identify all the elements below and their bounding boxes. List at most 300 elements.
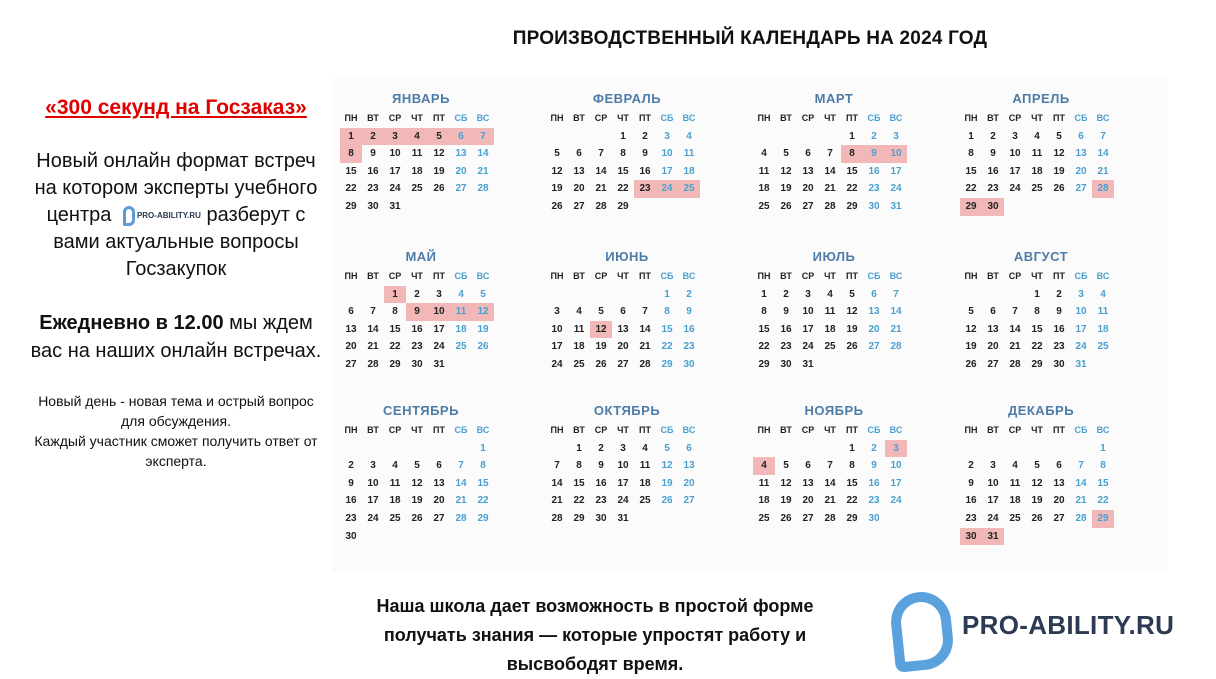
day-cell: 19 — [433, 165, 445, 177]
day-cell: 9 — [1056, 306, 1062, 318]
day-cell: 3 — [620, 442, 626, 454]
empty-cell — [775, 440, 797, 458]
day-cell: 13 — [1053, 477, 1065, 489]
day-cell: 4 — [753, 457, 775, 475]
day-cell: 20 — [345, 341, 357, 353]
weekday-header: ПТ — [1053, 113, 1065, 123]
month-4 — [956, 88, 1126, 216]
day-cell: 9 — [406, 303, 428, 321]
day-cell: 16 — [868, 477, 880, 489]
day-cell: 9 — [348, 477, 354, 489]
day-cell: 21 — [1075, 495, 1087, 507]
day-cell: 28 — [1009, 358, 1021, 370]
day-cell: 30 — [595, 512, 607, 524]
weekday-header: ПН — [550, 113, 564, 123]
weekday-header: ПН — [344, 271, 358, 281]
day-cell: 27 — [1075, 183, 1087, 195]
day-cell: 24 — [656, 180, 678, 198]
day-cell: 5 — [1056, 130, 1062, 142]
day-cell: 24 — [987, 512, 999, 524]
day-cell: 19 — [661, 477, 673, 489]
day-cell: 27 — [987, 358, 999, 370]
day-cell: 1 — [620, 130, 626, 142]
day-cell: 31 — [982, 528, 1004, 546]
month-grid — [340, 110, 506, 216]
day-cell: 23 — [595, 495, 607, 507]
day-cell: 21 — [367, 341, 379, 353]
weekday-header: ВТ — [367, 425, 379, 435]
month-7 — [749, 246, 919, 374]
weekday-header: ВС — [889, 113, 903, 123]
month-name: НОЯБРЬ — [804, 403, 864, 418]
empty-cell — [568, 128, 590, 146]
day-cell: 5 — [598, 306, 604, 318]
weekday-header: СБ — [1074, 271, 1088, 281]
day-cell: 5 — [428, 128, 450, 146]
day-cell: 15 — [573, 477, 585, 489]
day-cell: 25 — [573, 358, 585, 370]
day-cell: 15 — [1031, 323, 1043, 335]
day-cell: 26 — [551, 200, 563, 212]
day-cell: 6 — [686, 442, 692, 454]
day-cell: 2 — [871, 442, 877, 454]
weekday-header: ЧТ — [617, 425, 629, 435]
pro-ability-logo — [888, 588, 1198, 672]
day-cell: 14 — [477, 148, 489, 160]
day-cell: 10 — [802, 306, 814, 318]
day-cell: 8 — [664, 306, 670, 318]
weekday-header: ПТ — [639, 113, 651, 123]
day-cell: 30 — [780, 358, 792, 370]
day-cell: 1 — [1100, 442, 1106, 454]
day-cell: 15 — [617, 165, 629, 177]
day-cell: 8 — [480, 460, 486, 472]
day-cell: 10 — [551, 323, 563, 335]
empty-cell — [753, 128, 775, 146]
day-cell: 16 — [345, 495, 357, 507]
month-name: АВГУСТ — [1013, 249, 1069, 264]
empty-cell — [546, 440, 568, 458]
day-cell: 8 — [576, 460, 582, 472]
day-cell: 19 — [595, 341, 607, 353]
month-name: ФЕВРАЛЬ — [592, 91, 662, 106]
day-cell: 27 — [683, 495, 695, 507]
day-cell: 13 — [455, 148, 467, 160]
pro-ability-logo-small — [123, 202, 201, 229]
day-cell: 24 — [890, 183, 902, 195]
day-cell: 31 — [890, 200, 902, 212]
day-cell: 13 — [683, 460, 695, 472]
day-cell: 10 — [987, 477, 999, 489]
day-cell: 14 — [1075, 477, 1087, 489]
day-cell: 16 — [595, 477, 607, 489]
empty-cell — [1004, 440, 1026, 458]
day-cell: 31 — [617, 512, 629, 524]
weekday-header: СБ — [1074, 425, 1088, 435]
day-cell: 30 — [345, 530, 357, 542]
weekday-header: ВС — [682, 425, 696, 435]
day-cell: 3 — [1078, 288, 1084, 300]
weekday-header: СР — [388, 425, 402, 435]
day-cell: 30 — [367, 200, 379, 212]
month-name: ЯНВАРЬ — [392, 91, 450, 106]
day-cell: 27 — [573, 200, 585, 212]
day-cell: 5 — [414, 460, 420, 472]
day-cell: 11 — [389, 477, 401, 489]
day-cell: 19 — [965, 341, 977, 353]
day-cell: 14 — [639, 323, 651, 335]
slogan-line-3: высвободят время. — [506, 654, 684, 674]
weekday-header: ВС — [476, 425, 490, 435]
weekday-header: ПТ — [846, 425, 858, 435]
day-cell: 17 — [661, 165, 673, 177]
weekday-header: ВС — [476, 271, 490, 281]
day-cell: 2 — [362, 128, 384, 146]
day-cell: 26 — [411, 512, 423, 524]
day-cell: 17 — [802, 323, 814, 335]
month-3 — [749, 88, 919, 216]
weekday-header: ВТ — [780, 425, 792, 435]
day-cell: 21 — [890, 323, 902, 335]
day-cell: 26 — [595, 358, 607, 370]
day-cell: 29 — [960, 198, 982, 216]
day-cell: 7 — [370, 306, 376, 318]
empty-cell — [634, 286, 656, 304]
day-cell: 16 — [639, 165, 651, 177]
month-5 — [336, 246, 506, 374]
day-cell: 19 — [477, 323, 489, 335]
weekday-header: ВТ — [573, 113, 585, 123]
day-cell: 28 — [551, 512, 563, 524]
day-cell: 29 — [573, 512, 585, 524]
month-grid — [546, 110, 712, 216]
day-cell: 3 — [664, 130, 670, 142]
day-cell: 17 — [1075, 323, 1087, 335]
day-cell: 24 — [389, 183, 401, 195]
month-grid — [753, 268, 919, 374]
weekday-header: ПН — [757, 425, 771, 435]
weekday-header: ВТ — [780, 271, 792, 281]
day-cell: 9 — [783, 306, 789, 318]
weekday-header: ЧТ — [411, 425, 423, 435]
day-cell: 11 — [824, 306, 836, 318]
day-cell: 16 — [868, 165, 880, 177]
day-cell: 9 — [642, 148, 648, 160]
day-cell: 7 — [472, 128, 494, 146]
weekday-header: СР — [801, 425, 815, 435]
day-cell: 7 — [458, 460, 464, 472]
empty-cell — [982, 440, 1004, 458]
day-cell: 14 — [595, 165, 607, 177]
day-cell: 8 — [392, 306, 398, 318]
day-cell: 13 — [617, 323, 629, 335]
day-cell: 3 — [893, 130, 899, 142]
day-cell: 28 — [824, 512, 836, 524]
empty-cell — [362, 440, 384, 458]
day-cell: 29 — [1092, 510, 1114, 528]
day-cell: 13 — [802, 165, 814, 177]
day-cell: 29 — [345, 200, 357, 212]
day-cell: 23 — [411, 341, 423, 353]
empty-cell — [819, 128, 841, 146]
day-cell: 26 — [780, 200, 792, 212]
day-cell: 24 — [890, 495, 902, 507]
day-cell: 22 — [1031, 341, 1043, 353]
weekday-header: СБ — [454, 425, 468, 435]
day-cell: 4 — [1012, 460, 1018, 472]
day-cell: 26 — [477, 341, 489, 353]
note-line-2: Каждый участник сможет получить ответ от эксперта. — [34, 433, 318, 470]
weekday-header: СБ — [867, 271, 881, 281]
weekday-header: ЧТ — [1031, 113, 1043, 123]
weekday-header: СР — [1008, 271, 1022, 281]
day-cell: 30 — [982, 198, 1004, 216]
empty-cell — [340, 440, 362, 458]
production-calendar — [332, 78, 1168, 572]
weekday-header: ЧТ — [617, 271, 629, 281]
day-cell: 21 — [477, 165, 489, 177]
empty-cell — [960, 440, 982, 458]
day-cell: 2 — [642, 130, 648, 142]
month-grid — [340, 268, 506, 374]
day-cell: 23 — [868, 183, 880, 195]
day-cell: 17 — [367, 495, 379, 507]
month-name: ДЕКАБРЬ — [1007, 403, 1075, 418]
day-cell: 26 — [661, 495, 673, 507]
day-cell: 15 — [758, 323, 770, 335]
weekday-header: ПН — [757, 271, 771, 281]
day-cell: 27 — [455, 183, 467, 195]
empty-cell — [546, 286, 568, 304]
month-1 — [336, 88, 506, 216]
month-12 — [956, 400, 1126, 545]
day-cell: 17 — [890, 477, 902, 489]
day-cell: 26 — [965, 358, 977, 370]
weekday-header: СР — [594, 113, 608, 123]
month-name: АПРЕЛЬ — [1012, 91, 1070, 106]
promo-description — [26, 148, 326, 283]
day-cell: 1 — [664, 288, 670, 300]
day-cell: 17 — [551, 341, 563, 353]
day-cell: 11 — [411, 148, 423, 160]
day-cell: 18 — [411, 165, 423, 177]
day-cell: 16 — [411, 323, 423, 335]
day-cell: 23 — [780, 341, 792, 353]
day-cell: 18 — [1009, 495, 1021, 507]
day-cell: 30 — [868, 200, 880, 212]
day-cell: 1 — [1034, 288, 1040, 300]
day-cell: 5 — [783, 148, 789, 160]
weekday-header: ВТ — [367, 113, 379, 123]
day-cell: 14 — [1097, 148, 1109, 160]
weekday-header: СБ — [660, 271, 674, 281]
day-cell: 22 — [758, 341, 770, 353]
day-cell: 31 — [389, 200, 401, 212]
day-cell: 3 — [384, 128, 406, 146]
month-name: СЕНТЯБРЬ — [383, 403, 459, 418]
empty-cell — [590, 286, 612, 304]
day-cell: 14 — [455, 477, 467, 489]
day-cell: 14 — [1009, 323, 1021, 335]
day-cell: 20 — [433, 495, 445, 507]
day-cell: 6 — [1056, 460, 1062, 472]
weekday-header: ЧТ — [1031, 271, 1043, 281]
day-cell: 23 — [987, 183, 999, 195]
day-cell: 11 — [1097, 306, 1109, 318]
day-cell: 28 — [1092, 180, 1114, 198]
month-name: ОКТЯБРЬ — [593, 403, 661, 418]
day-cell: 5 — [968, 306, 974, 318]
day-cell: 20 — [987, 341, 999, 353]
day-cell: 14 — [551, 477, 563, 489]
day-cell: 23 — [965, 512, 977, 524]
day-cell: 19 — [551, 183, 563, 195]
weekday-header: СБ — [867, 113, 881, 123]
weekday-header: ЧТ — [411, 113, 423, 123]
day-cell: 12 — [780, 165, 792, 177]
day-cell: 8 — [849, 460, 855, 472]
day-cell: 12 — [411, 477, 423, 489]
day-cell: 4 — [576, 306, 582, 318]
weekday-header: ВТ — [573, 271, 585, 281]
empty-cell — [384, 440, 406, 458]
day-cell: 27 — [617, 358, 629, 370]
day-cell: 18 — [683, 165, 695, 177]
weekday-header: ПТ — [433, 113, 445, 123]
day-cell: 4 — [686, 130, 692, 142]
day-cell: 2 — [414, 288, 420, 300]
month-10 — [542, 400, 712, 528]
day-cell: 23 — [367, 183, 379, 195]
day-cell: 1 — [849, 442, 855, 454]
day-cell: 11 — [450, 303, 472, 321]
weekday-header: СР — [388, 113, 402, 123]
day-cell: 10 — [428, 303, 450, 321]
day-cell: 21 — [639, 341, 651, 353]
day-cell: 12 — [590, 321, 612, 339]
day-cell: 11 — [758, 477, 770, 489]
empty-cell — [753, 440, 775, 458]
day-cell: 13 — [433, 477, 445, 489]
day-cell: 6 — [990, 306, 996, 318]
weekday-header: СР — [1008, 113, 1022, 123]
day-cell: 21 — [824, 183, 836, 195]
day-cell: 20 — [802, 183, 814, 195]
day-cell: 12 — [1031, 477, 1043, 489]
day-cell: 7 — [827, 148, 833, 160]
day-cell: 11 — [683, 148, 695, 160]
day-cell: 10 — [367, 477, 379, 489]
day-cell: 20 — [1075, 165, 1087, 177]
weekday-header: СБ — [660, 425, 674, 435]
weekday-header: ВТ — [573, 425, 585, 435]
day-cell: 1 — [384, 286, 406, 304]
day-cell: 20 — [455, 165, 467, 177]
weekday-header: ЧТ — [824, 271, 836, 281]
day-cell: 22 — [477, 495, 489, 507]
weekday-header: ВС — [1096, 425, 1110, 435]
day-cell: 11 — [1031, 148, 1043, 160]
day-cell: 13 — [345, 323, 357, 335]
day-cell: 27 — [433, 512, 445, 524]
month-grid — [753, 422, 919, 528]
weekday-header: ПН — [964, 113, 978, 123]
day-cell: 24 — [367, 512, 379, 524]
day-cell: 22 — [965, 183, 977, 195]
day-cell: 21 — [1097, 165, 1109, 177]
empty-cell — [428, 440, 450, 458]
empty-cell — [612, 286, 634, 304]
day-cell: 6 — [450, 128, 472, 146]
day-cell: 9 — [871, 460, 877, 472]
month-name: ИЮЛЬ — [812, 249, 856, 264]
empty-cell — [1026, 440, 1048, 458]
month-9 — [336, 400, 506, 545]
promo-text-1: Новый онлайн формат встреч на котором эксперты учебного центра — [34, 150, 318, 226]
logo-o-icon — [888, 589, 956, 673]
weekday-header: СБ — [454, 271, 468, 281]
day-cell: 14 — [890, 306, 902, 318]
day-cell: 5 — [1034, 460, 1040, 472]
day-cell: 26 — [1031, 512, 1043, 524]
day-cell: 18 — [1097, 323, 1109, 335]
day-cell: 22 — [661, 341, 673, 353]
day-cell: 29 — [846, 512, 858, 524]
day-cell: 8 — [1100, 460, 1106, 472]
day-cell: 7 — [893, 288, 899, 300]
day-cell: 27 — [868, 341, 880, 353]
weekday-header: СР — [594, 425, 608, 435]
day-cell: 19 — [846, 323, 858, 335]
day-cell: 3 — [370, 460, 376, 472]
day-cell: 5 — [783, 460, 789, 472]
weekday-header: СР — [594, 271, 608, 281]
day-cell: 4 — [761, 148, 767, 160]
weekday-header: ВТ — [987, 425, 999, 435]
weekday-header: ВС — [1096, 113, 1110, 123]
weekday-header: ПТ — [846, 271, 858, 281]
weekday-header: ЧТ — [1031, 425, 1043, 435]
day-cell: 20 — [617, 341, 629, 353]
month-grid — [546, 268, 712, 374]
day-cell: 2 — [990, 130, 996, 142]
day-cell: 16 — [1053, 323, 1065, 335]
weekday-header: ПН — [344, 425, 358, 435]
day-cell: 1 — [576, 442, 582, 454]
day-cell: 28 — [824, 200, 836, 212]
day-cell: 9 — [968, 477, 974, 489]
day-cell: 5 — [849, 288, 855, 300]
day-cell: 25 — [639, 495, 651, 507]
weekday-header: ВС — [682, 271, 696, 281]
day-cell: 18 — [573, 341, 585, 353]
day-cell: 13 — [573, 165, 585, 177]
weekday-header: ПТ — [1053, 425, 1065, 435]
day-cell: 4 — [458, 288, 464, 300]
weekday-header: ВС — [476, 113, 490, 123]
day-cell: 29 — [661, 358, 673, 370]
day-cell: 16 — [987, 165, 999, 177]
empty-cell — [568, 286, 590, 304]
day-cell: 12 — [551, 165, 563, 177]
day-cell: 10 — [885, 145, 907, 163]
day-cell: 18 — [758, 495, 770, 507]
month-6 — [542, 246, 712, 374]
day-cell: 3 — [1012, 130, 1018, 142]
day-cell: 4 — [827, 288, 833, 300]
weekday-header: ЧТ — [617, 113, 629, 123]
empty-cell — [1004, 286, 1026, 304]
